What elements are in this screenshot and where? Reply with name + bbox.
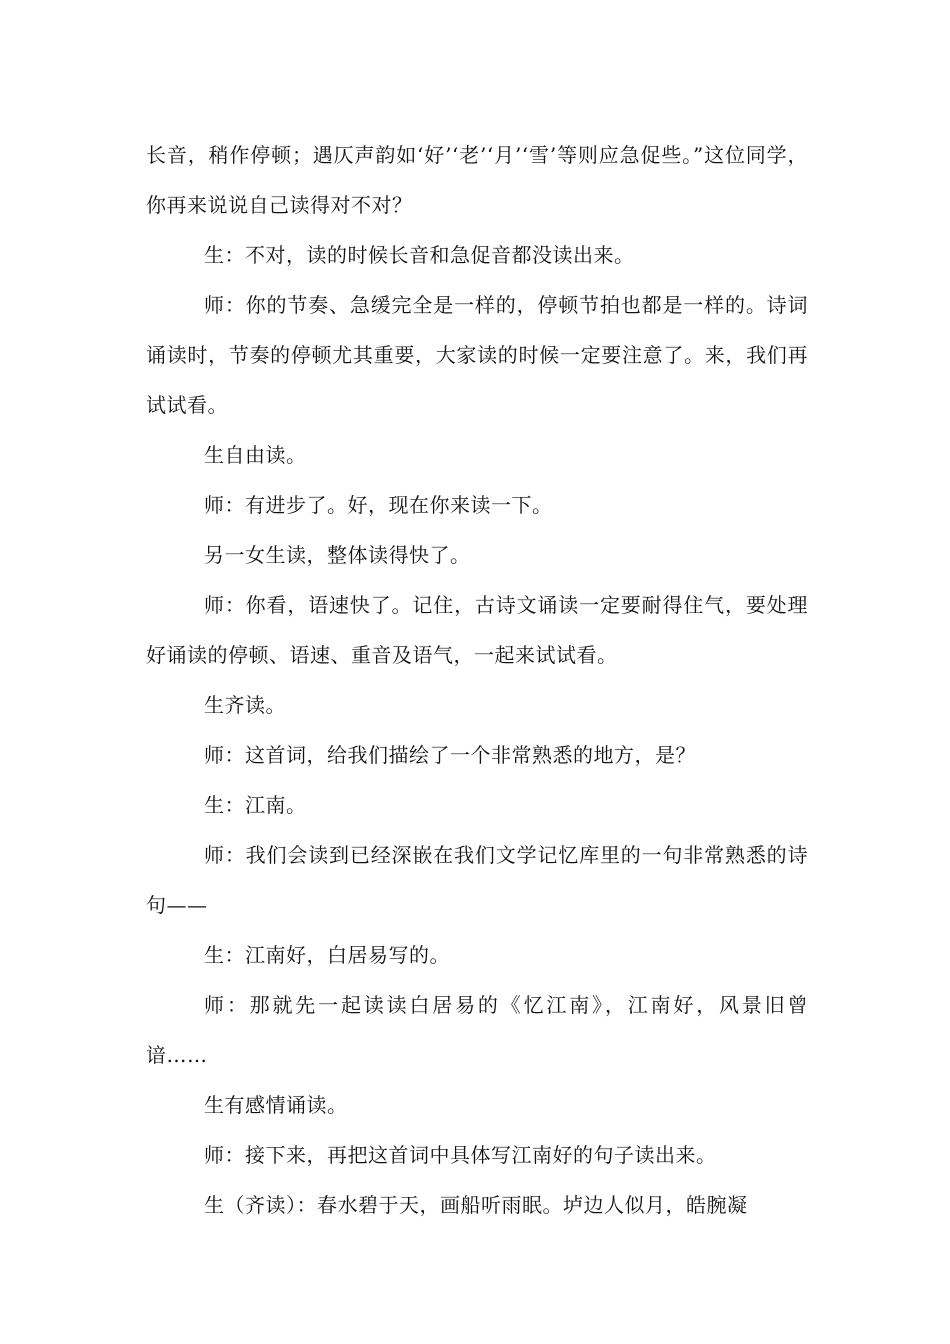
paragraph-10: 生：江南。 xyxy=(204,793,307,817)
paragraph-12: 生：江南好，白居易写的。 xyxy=(204,943,450,967)
paragraph-5: 师：有进步了。好，现在你来读一下。 xyxy=(204,493,553,517)
paragraph-16: 生（齐读）：春水碧于天，画船听雨眠。垆边人似月，皓腕凝 xyxy=(204,1193,748,1217)
paragraph-7: 师：你看，语速快了。记住，古诗文诵读一定要耐得住气，要处理好诵读的停顿、语速、重音及语气，一起来试试看。 xyxy=(146,593,808,667)
paragraph-15: 师：接下来，再把这首词中具体写江南好的句子读出来。 xyxy=(204,1143,717,1167)
paragraph-9: 师：这首词，给我们描绘了一个非常熟悉的地方，是？ xyxy=(204,743,696,767)
paragraph-11: 师：我们会读到已经深嵌在我们文学记忆库里的一句非常熟悉的诗句—— xyxy=(146,843,808,917)
paragraph-3: 师：你的节奏、急缓完全是一样的，停顿节拍也都是一样的。诗词诵读时，节奏的停顿尤其重要，大家读的时候一定要注意了。来，我们再试试看。 xyxy=(146,293,808,417)
document-body xyxy=(146,130,808,1230)
paragraph-2: 生：不对，读的时候长音和急促音都没读出来。 xyxy=(204,243,635,267)
paragraph-4: 生自由读。 xyxy=(204,443,307,467)
paragraph-6: 另一女生读，整体读得快了。 xyxy=(204,543,471,567)
paragraph-8: 生齐读。 xyxy=(204,693,286,717)
paragraph-1: 长音，稍作停顿；遇仄声韵如‘好’‘老’‘月’‘雪’等则应急促些。”这位同学，你再来说说自己读得对不对？ xyxy=(146,143,808,217)
paragraph-13: 师：那就先一起读读白居易的《忆江南》，江南好，风景旧曾谙…… xyxy=(146,993,808,1067)
paragraph-14: 生有感情诵读。 xyxy=(204,1093,348,1117)
